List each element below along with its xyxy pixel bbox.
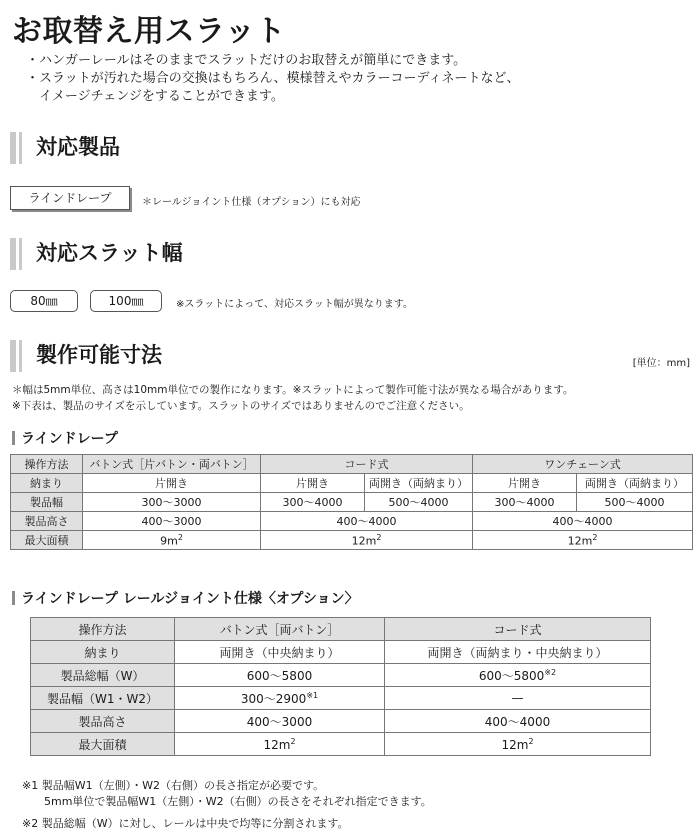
table-row <box>11 455 693 474</box>
table2-heading-text: ラインドレープ レールジョイント仕様〈オプション〉 <box>21 591 359 607</box>
table-row <box>11 512 693 531</box>
table-row <box>31 664 651 687</box>
product-note: ＊レールジョイント仕様（オプション）にも対応 <box>142 197 361 208</box>
table-cell <box>473 531 693 550</box>
table-row <box>31 641 651 664</box>
intro-text <box>26 52 686 106</box>
table1-heading <box>12 428 118 448</box>
intro-line: ・ハンガーレールはそのままでスラットだけのお取替えが簡単にできます。 <box>26 53 467 68</box>
table-cell <box>385 733 651 756</box>
table-cell: 500～4000 <box>577 493 693 512</box>
table-cell: 製品幅 <box>11 493 83 512</box>
size-table-rail-joint <box>30 617 651 756</box>
table-cell <box>83 531 261 550</box>
table-cell: 300～4000 <box>473 493 577 512</box>
area-value: 12m <box>351 534 377 548</box>
table-cell <box>385 664 651 687</box>
table-cell: 納まり <box>11 474 83 493</box>
table-cell: 製品高さ <box>11 512 83 531</box>
table-cell: 500～4000 <box>365 493 473 512</box>
page-title: お取替え用スラット <box>12 14 286 49</box>
table-cell: 最大面積 <box>31 733 175 756</box>
table-cell: バトン式［両バトン］ <box>175 618 385 641</box>
table-cell: バトン式［片バトン・両バトン］ <box>83 455 261 474</box>
area-sup: 2 <box>177 532 183 542</box>
table-cell: ワンチェーン式 <box>473 455 693 474</box>
table-cell: 片開き <box>261 474 365 493</box>
table-cell: 操作方法 <box>31 618 175 641</box>
width-chip-80: 80㎜ <box>10 290 78 312</box>
area-value: 9m <box>160 534 178 548</box>
table-cell: 400～4000 <box>473 512 693 531</box>
table-row <box>11 531 693 550</box>
table2-heading <box>12 588 359 608</box>
table-row <box>31 710 651 733</box>
table-cell <box>175 733 385 756</box>
table-cell: — <box>385 687 651 710</box>
table-cell: 操作方法 <box>11 455 83 474</box>
area-value: 12m <box>567 534 593 548</box>
width-chip-100: 100㎜ <box>90 290 162 312</box>
table-cell: 製品幅（W1・W2） <box>31 687 175 710</box>
table-cell: 片開き <box>473 474 577 493</box>
split-value: 300～2900 <box>240 691 307 706</box>
unit-label: [単位：mm] <box>632 358 690 369</box>
heading-bar <box>19 340 22 372</box>
heading-text: 対応製品 <box>36 135 120 159</box>
table-row <box>31 687 651 710</box>
table-cell: 最大面積 <box>11 531 83 550</box>
intro-line: イメージチェンジをすることができます。 <box>26 89 284 104</box>
table-cell: 300～4000 <box>261 493 365 512</box>
table-cell: 300～3000 <box>83 493 261 512</box>
table-row <box>11 474 693 493</box>
footnote-line: ※2 製品総幅（W）に対し、レールは中央で均等に分割されます。 <box>22 817 349 830</box>
heading-text: 対応スラット幅 <box>36 241 183 265</box>
heading-text: 製作可能寸法 <box>36 343 162 367</box>
size-notes <box>12 382 573 414</box>
table-cell: コード式 <box>261 455 473 474</box>
total-value: 600～5800 <box>478 668 545 683</box>
table-row <box>31 618 651 641</box>
area-sup: 2 <box>290 736 296 746</box>
table-cell: 400～3000 <box>83 512 261 531</box>
section-heading-products <box>10 128 690 168</box>
table-cell: コード式 <box>385 618 651 641</box>
heading-bar <box>19 238 22 270</box>
area-sup: 2 <box>376 532 382 542</box>
table-cell: 納まり <box>31 641 175 664</box>
section-heading-widths <box>10 234 690 274</box>
heading-bar <box>10 340 16 372</box>
heading-bar <box>10 132 16 164</box>
table-cell: 両開き（両納まり・中央納まり） <box>385 641 651 664</box>
area-sup: 2 <box>528 736 534 746</box>
table-cell: 製品総幅（W） <box>31 664 175 687</box>
section-heading-sizes <box>10 336 690 376</box>
footnote-ref: ※2 <box>544 667 557 677</box>
table-cell: 両開き（両納まり） <box>365 474 473 493</box>
table-cell: 製品高さ <box>31 710 175 733</box>
table1-heading-text: ラインドレープ <box>21 431 118 447</box>
table-cell: 600～5800 <box>175 664 385 687</box>
size-table-linedrape <box>10 454 693 550</box>
area-sup: 2 <box>592 532 598 542</box>
footnote-ref: ※1 <box>306 690 319 700</box>
footnote-line: 5mm単位で製品幅W1（左側）・W2（右側）の長さをそれぞれ指定できます。 <box>22 795 432 808</box>
product-chip: ラインドレープ <box>10 186 130 210</box>
table-cell: 400～4000 <box>385 710 651 733</box>
heading-marker <box>12 591 15 605</box>
table-cell: 両開き（両納まり） <box>577 474 693 493</box>
table-row <box>11 493 693 512</box>
table-row <box>31 733 651 756</box>
footnote-line: ※1 製品幅W1（左側）・W2（右側）の長さ指定が必要です。 <box>22 779 325 792</box>
width-note: ※スラットによって、対応スラット幅が異なります。 <box>176 299 413 310</box>
table-cell: 400～4000 <box>261 512 473 531</box>
heading-marker <box>12 431 15 445</box>
table-cell: 両開き（中央納まり） <box>175 641 385 664</box>
table-cell <box>261 531 473 550</box>
table-cell: 片開き <box>83 474 261 493</box>
area-value: 12m <box>263 737 291 752</box>
area-value: 12m <box>501 737 529 752</box>
heading-bar <box>19 132 22 164</box>
table-cell <box>175 687 385 710</box>
footnotes <box>22 778 432 832</box>
size-note-line: ※下表は、製品のサイズを示しています。スラットのサイズではありませんのでご注意ください。 <box>12 400 470 412</box>
intro-line: ・スラットが汚れた場合の交換はもちろん、模様替えやカラーコーディネートなど、 <box>26 71 520 86</box>
table-cell: 400～3000 <box>175 710 385 733</box>
heading-bar <box>10 238 16 270</box>
size-note-line: ＊幅は5mm単位、高さは10mm単位での製作になります。※スラットによって製作可能寸法が異なる場合があります。 <box>12 384 574 396</box>
